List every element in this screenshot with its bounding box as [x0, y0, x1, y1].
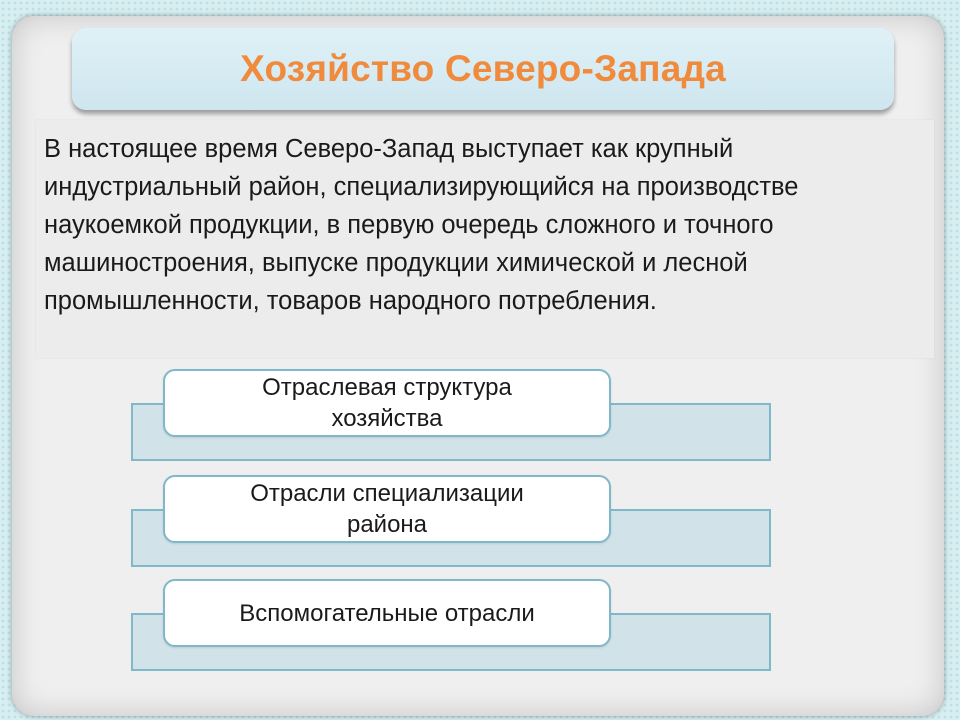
title-bar: [72, 28, 894, 110]
item-2-label: Отрасли специализации района: [250, 480, 524, 538]
item-3-box[interactable]: [163, 579, 611, 647]
item-3-label: Вспомогательные отрасли: [239, 599, 535, 627]
body-text-panel: [36, 120, 934, 358]
item-1-label: Отраслевая структура хозяйства: [262, 374, 512, 432]
slide-title: Хозяйство Северо-Запада: [240, 48, 726, 89]
body-text: В настоящее время Северо-Запад выступает как крупный индустриальный район, специализирующийся на производстве наукоемкой продукции, в первую очередь сложного и точного машиностроения, выпуске продукции химической и лесной промышленности, товаров народного потребления.: [44, 135, 799, 315]
item-2-box[interactable]: [163, 475, 611, 543]
item-1-box[interactable]: [163, 369, 611, 437]
